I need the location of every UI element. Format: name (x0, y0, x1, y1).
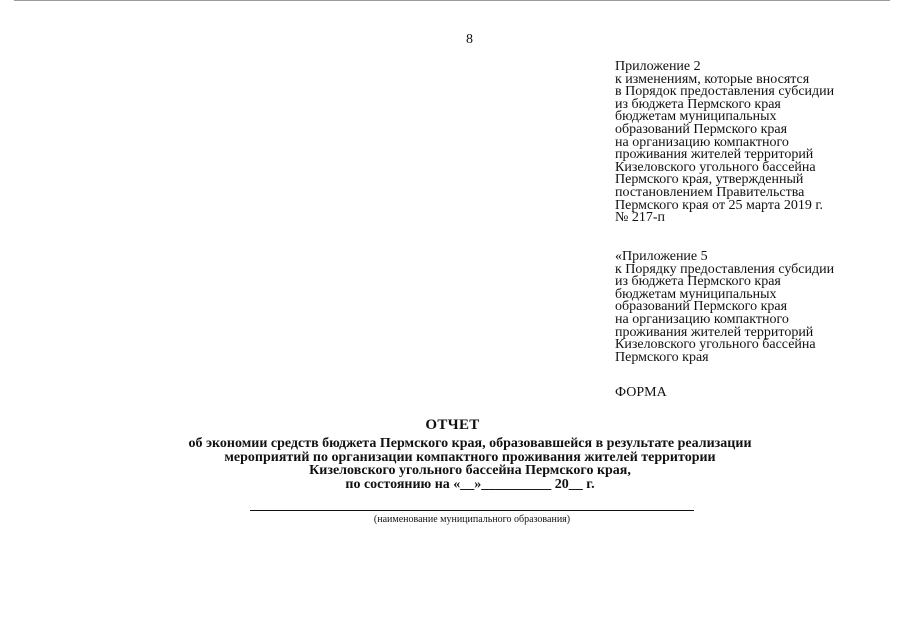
appendix-5-line: Пермского края (615, 349, 709, 365)
appendix-2-line: проживания жителей территорий (615, 147, 814, 163)
appendix-2-line: Приложение 2 (615, 59, 701, 74)
report-subtitle-line: об экономии средств бюджета Пермского края, образовавшейся в результате реализации (188, 436, 752, 451)
appendix-2-line: на организацию компактного (615, 134, 789, 150)
page-number: 8 (466, 32, 473, 47)
appendix-2-header (615, 61, 834, 225)
page-top-edge (14, 0, 890, 1)
report-subtitle-line: мероприятий по организации компактного проживания жителей территории (224, 449, 716, 465)
appendix-5-line: к Порядку предоставления субсидии (615, 261, 835, 277)
report-date-line: по состоянию на «__»__________ 20__ г. (345, 476, 595, 492)
appendix-2-line: бюджетам муниципальных (615, 109, 777, 125)
appendix-5-header (615, 251, 834, 364)
appendix-5-line: проживания жителей территорий (615, 324, 814, 340)
appendix-5-line: «Приложение 5 (615, 249, 708, 264)
appendix-2-line: постановлением Правительства (615, 184, 805, 200)
appendix-5-line: бюджетам муниципальных (615, 286, 777, 302)
report-subtitle-line: Кизеловского угольного бассейна Пермского края, (309, 463, 631, 478)
report-subtitle (150, 437, 790, 491)
appendix-2-line: Пермского края от 25 марта 2019 г. (615, 197, 824, 213)
municipality-fill-line (250, 510, 694, 511)
appendix-2-line: Кизеловского угольного бассейна (615, 159, 816, 175)
appendix-2-line: Пермского края, утвержденный (615, 172, 804, 188)
appendix-2-line: № 217-п (615, 210, 666, 226)
appendix-5-line: Кизеловского угольного бассейна (615, 337, 816, 353)
municipality-caption: (наименование муниципального образования) (373, 514, 571, 525)
appendix-5-line: из бюджета Пермского края (615, 274, 781, 290)
appendix-5-line: на организацию компактного (615, 311, 789, 327)
form-label: ФОРМА (615, 385, 667, 400)
appendix-2-line: к изменениям, которые вносятся (615, 71, 810, 87)
appendix-2-line: образований Пермского края (615, 121, 788, 137)
appendix-2-line: из бюджета Пермского края (615, 96, 781, 112)
appendix-5-line: образований Пермского края (615, 299, 788, 315)
appendix-2-line: в Порядок предоставления субсидии (615, 84, 835, 100)
report-title: ОТЧЕТ (425, 417, 480, 433)
